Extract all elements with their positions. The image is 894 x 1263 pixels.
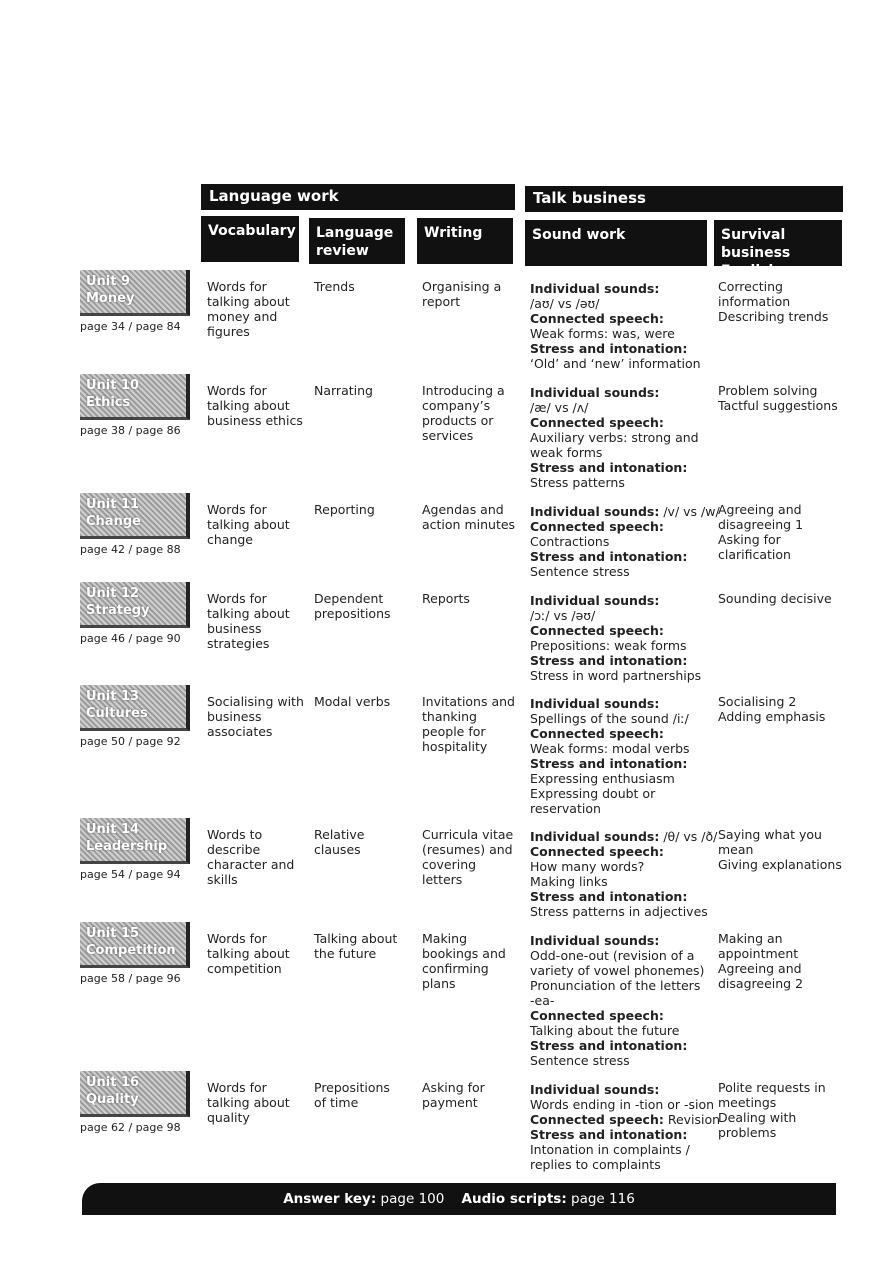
vocabulary-cell-line: Words for (207, 591, 267, 606)
survival-cell-line: meetings (718, 1095, 777, 1110)
vocabulary-cell-line: strategies (207, 636, 270, 651)
survival-cell-line: disagreeing 2 (718, 976, 804, 991)
survival-line-2: English (721, 263, 779, 279)
vocabulary-cell-line: business (207, 621, 262, 636)
unit-number: Unit 10 (86, 378, 140, 393)
sound-work-cell (530, 281, 701, 371)
vocabulary-cell-line: competition (207, 961, 282, 976)
sound-work-heading: Connected speech: (530, 519, 664, 534)
sound-work-text: Intonation in complaints / (530, 1142, 690, 1157)
sound-work-line (530, 415, 699, 430)
unit-pages: page 62 / page 98 (80, 1121, 181, 1134)
sound-work-line (530, 859, 717, 874)
unit-block (80, 818, 190, 881)
unit-title: Quality (86, 1092, 139, 1107)
sound-work-text: Prepositions: weak forms (530, 638, 687, 653)
language-review-line-2: review (316, 243, 369, 259)
sound-work-line (530, 445, 699, 460)
writing-cell-line: Agendas and (422, 502, 504, 517)
writing-cell-line: action minutes (422, 517, 516, 532)
sound-work-header: Sound work (525, 220, 707, 266)
survival-cell-line: Problem solving (718, 383, 818, 398)
vocabulary-cell (207, 1080, 290, 1125)
sound-work-cell (530, 504, 720, 579)
survival-cell (718, 502, 803, 562)
sound-work-line (530, 726, 690, 741)
sound-work-text: Spellings of the sound /iː/ (530, 711, 689, 726)
sound-work-line (530, 549, 720, 564)
survival-cell (718, 279, 828, 324)
sound-work-text: Contractions (530, 534, 610, 549)
sound-work-line (530, 1157, 720, 1172)
talk-business-header: Talk business (525, 186, 843, 212)
sound-work-line (530, 638, 701, 653)
sound-work-line (530, 1038, 704, 1053)
sound-work-heading: Connected speech: (530, 311, 664, 326)
unit-block (80, 685, 190, 748)
vocabulary-cell-line: describe (207, 842, 261, 857)
unit-number: Unit 12 (86, 586, 140, 601)
sound-work-heading: Stress and intonation: (530, 756, 688, 771)
vocabulary-cell-line: character and (207, 857, 295, 872)
sound-work-heading: Connected speech: (530, 415, 664, 430)
unit-badge (80, 685, 190, 731)
vocabulary-cell-line: business (207, 709, 262, 724)
sound-work-line (530, 829, 717, 844)
writing-cell (422, 591, 470, 606)
sound-work-text: /ɔː/ vs /əʊ/ (530, 608, 596, 623)
language-review-cell-line: Modal verbs (314, 694, 391, 709)
writing-cell-line: people for (422, 724, 486, 739)
unit-block (80, 922, 190, 985)
unit-badge (80, 270, 190, 316)
unit-number: Unit 14 (86, 822, 140, 837)
survival-cell-line: Making an (718, 931, 783, 946)
survival-cell-line: problems (718, 1125, 777, 1140)
sound-work-heading: Stress and intonation: (530, 460, 688, 475)
sound-work-line (530, 963, 704, 978)
unit-title: Leadership (86, 839, 168, 854)
survival-cell-line: information (718, 294, 791, 309)
survival-cell-line: disagreeing 1 (718, 517, 804, 532)
language-review-cell (314, 383, 373, 398)
survival-cell-line: Giving explanations (718, 857, 842, 872)
sound-work-line (530, 741, 690, 756)
sound-work-line (530, 356, 701, 371)
survival-cell (718, 694, 825, 724)
sound-work-line (530, 475, 699, 490)
writing-cell-line: Asking for (422, 1080, 485, 1095)
sound-work-heading: Individual sounds: (530, 281, 660, 296)
writing-cell (422, 931, 506, 991)
sound-work-line (530, 1053, 704, 1068)
vocabulary-cell-line: Words for (207, 502, 267, 517)
unit-badge (80, 493, 190, 539)
vocabulary-cell-line: talking about (207, 398, 290, 413)
sound-work-heading: Stress and intonation: (530, 889, 688, 904)
sound-work-heading: Individual sounds: (530, 696, 660, 711)
unit-number: Unit 9 (86, 274, 131, 289)
unit-badge (80, 582, 190, 628)
sound-work-line (530, 623, 701, 638)
language-review-cell-line: Prepositions (314, 1080, 390, 1095)
sound-work-text: Expressing doubt or (530, 786, 656, 801)
unit-pages: page 58 / page 96 (80, 972, 181, 985)
unit-number: Unit 15 (86, 926, 140, 941)
sound-work-text: Talking about the future (530, 1023, 680, 1038)
language-review-cell-line: Talking about (314, 931, 398, 946)
vocabulary-cell-line: Words for (207, 383, 267, 398)
sound-work-cell (530, 593, 701, 683)
survival-line-1: Survival business (721, 227, 791, 261)
sound-work-line (530, 889, 717, 904)
unit-number: Unit 11 (86, 497, 140, 512)
sound-work-text: Stress patterns (530, 475, 625, 490)
writing-cell-line: bookings and (422, 946, 506, 961)
vocabulary-cell-line: money and (207, 309, 278, 324)
vocabulary-cell (207, 694, 304, 739)
sound-work-line (530, 801, 690, 816)
language-review-cell-line: Relative (314, 827, 365, 842)
survival-business-english-header (714, 220, 842, 279)
writing-cell-line: Invitations and (422, 694, 515, 709)
sound-work-heading: Individual sounds: (530, 829, 660, 844)
writing-cell-line: products or (422, 413, 494, 428)
sound-work-heading: Individual sounds: (530, 593, 660, 608)
vocabulary-cell (207, 931, 290, 976)
survival-cell (718, 931, 803, 991)
writing-cell-line: Introducing a (422, 383, 505, 398)
writing-cell (422, 279, 501, 309)
sound-work-line (530, 593, 701, 608)
language-review-cell (314, 694, 390, 709)
sound-work-text: replies to complaints (530, 1157, 661, 1172)
writing-cell-line: Curricula vitae (422, 827, 514, 842)
vocabulary-cell (207, 279, 290, 339)
unit-pages: page 54 / page 94 (80, 868, 181, 881)
vocabulary-cell-line: Words for (207, 1080, 267, 1095)
unit-pages: page 50 / page 92 (80, 735, 181, 748)
writing-cell-line: confirming (422, 961, 489, 976)
sound-work-line (530, 771, 690, 786)
survival-cell-line: Dealing with (718, 1110, 797, 1125)
sound-work-text: /θ/ vs /ð/ (659, 829, 718, 844)
writing-cell (422, 694, 515, 754)
vocabulary-cell (207, 591, 290, 651)
vocabulary-cell-line: associates (207, 724, 273, 739)
writing-cell-line: hospitality (422, 739, 488, 754)
unit-block (80, 270, 190, 333)
audio-scripts-page: page 116 (566, 1191, 635, 1207)
sound-work-line (530, 711, 690, 726)
survival-cell-line: Correcting (718, 279, 783, 294)
unit-badge (80, 1071, 190, 1117)
sound-work-line (530, 564, 720, 579)
language-review-cell-line: clauses (314, 842, 361, 857)
language-review-cell-line: of time (314, 1095, 359, 1110)
writing-cell-line: Reports (422, 591, 470, 606)
sound-work-heading: Connected speech: (530, 1008, 664, 1023)
language-review-line-1: Language (316, 225, 394, 241)
writing-cell (422, 383, 505, 443)
sound-work-text: /æ/ vs /ʌ/ (530, 400, 589, 415)
sound-work-text: Stress patterns in adjectives (530, 904, 708, 919)
vocabulary-header: Vocabulary (201, 216, 299, 262)
sound-work-text: variety of vowel phonemes) (530, 963, 705, 978)
language-review-cell-line: the future (314, 946, 377, 961)
sound-work-text: Sentence stress (530, 564, 630, 579)
survival-cell-line: appointment (718, 946, 799, 961)
sound-work-line (530, 1097, 720, 1112)
sound-work-text: Weak forms: modal verbs (530, 741, 690, 756)
vocabulary-cell-line: Words to (207, 827, 263, 842)
sound-work-heading: Connected speech: (530, 726, 664, 741)
survival-cell-line: Adding emphasis (718, 709, 826, 724)
sound-work-cell (530, 933, 704, 1068)
survival-cell-line: Polite requests in (718, 1080, 826, 1095)
vocabulary-cell-line: Words for (207, 279, 267, 294)
survival-cell-line: mean (718, 842, 754, 857)
sound-work-line (530, 311, 701, 326)
sound-work-line (530, 534, 720, 549)
writing-cell-line: letters (422, 872, 463, 887)
sound-work-text: ‘Old’ and ‘new’ information (530, 356, 701, 371)
sound-work-cell (530, 385, 699, 490)
sound-work-line (530, 756, 690, 771)
sound-work-text: -ea- (530, 993, 555, 1008)
sound-work-line (530, 904, 717, 919)
sound-work-text: Pronunciation of the letters (530, 978, 701, 993)
writing-cell (422, 1080, 485, 1110)
vocabulary-cell-line: talking about (207, 946, 290, 961)
unit-title: Cultures (86, 706, 148, 721)
sound-work-line (530, 948, 704, 963)
vocabulary-cell (207, 383, 303, 428)
sound-work-text: Words ending in -tion or -sion (530, 1097, 715, 1112)
sound-work-text: Stress in word partnerships (530, 668, 702, 683)
sound-work-line (530, 400, 699, 415)
language-review-cell-line: Narrating (314, 383, 373, 398)
writing-cell-line: payment (422, 1095, 478, 1110)
sound-work-line (530, 460, 699, 475)
unit-badge (80, 374, 190, 420)
writing-cell-line: Making (422, 931, 468, 946)
vocabulary-cell-line: Socialising with (207, 694, 304, 709)
sound-work-heading: Stress and intonation: (530, 1127, 688, 1142)
answer-key-label: Answer key: (283, 1191, 377, 1207)
sound-work-line (530, 1082, 720, 1097)
language-review-cell (314, 502, 375, 517)
vocabulary-cell-line: skills (207, 872, 238, 887)
language-review-header (309, 218, 405, 264)
sound-work-line (530, 874, 717, 889)
unit-title: Ethics (86, 395, 131, 410)
vocabulary-cell-line: Words for (207, 931, 267, 946)
sound-work-cell (530, 696, 690, 816)
language-work-header: Language work (201, 184, 515, 210)
sound-work-line (530, 608, 701, 623)
sound-work-cell (530, 1082, 720, 1172)
unit-number: Unit 16 (86, 1075, 140, 1090)
language-review-cell (314, 279, 355, 294)
sound-work-cell (530, 829, 717, 919)
survival-cell (718, 827, 842, 872)
unit-title: Competition (86, 943, 176, 958)
writing-cell (422, 502, 515, 532)
survival-cell-line: Asking for (718, 532, 781, 547)
sound-work-line (530, 933, 704, 948)
writing-cell-line: company’s (422, 398, 491, 413)
unit-badge (80, 922, 190, 968)
survival-cell-line: Agreeing and (718, 961, 802, 976)
survival-cell (718, 383, 838, 413)
sound-work-text: Sentence stress (530, 1053, 630, 1068)
sound-work-line (530, 653, 701, 668)
language-review-cell (314, 931, 397, 961)
unit-pages: page 38 / page 86 (80, 424, 181, 437)
sound-work-text: How many words? (530, 859, 645, 874)
language-review-cell (314, 827, 364, 857)
sound-work-text: reservation (530, 801, 601, 816)
unit-title: Money (86, 291, 135, 306)
writing-cell-line: (resumes) and (422, 842, 513, 857)
sound-work-line (530, 385, 699, 400)
unit-pages: page 42 / page 88 (80, 543, 181, 556)
audio-scripts-label: Audio scripts: (461, 1191, 567, 1207)
sound-work-text: /v/ vs /w/ (659, 504, 720, 519)
sound-work-text: Revision (663, 1112, 721, 1127)
vocabulary-cell-line: talking about (207, 517, 290, 532)
survival-cell-line: Agreeing and (718, 502, 802, 517)
survival-cell-line: clarification (718, 547, 791, 562)
sound-work-line (530, 668, 701, 683)
sound-work-line (530, 296, 701, 311)
sound-work-text: /aʊ/ vs /əʊ/ (530, 296, 600, 311)
sound-work-text: Expressing enthusiasm (530, 771, 675, 786)
language-review-cell-line: Reporting (314, 502, 375, 517)
sound-work-text: weak forms (530, 445, 603, 460)
unit-block (80, 493, 190, 556)
writing-cell-line: services (422, 428, 474, 443)
vocabulary-cell-line: business ethics (207, 413, 303, 428)
sound-work-line (530, 326, 701, 341)
sound-work-line (530, 341, 701, 356)
sound-work-heading: Connected speech: (530, 844, 664, 859)
vocabulary-cell-line: talking about (207, 294, 290, 309)
sound-work-heading: Individual sounds: (530, 385, 660, 400)
unit-pages: page 34 / page 84 (80, 320, 181, 333)
unit-block (80, 374, 190, 437)
survival-cell-line: Saying what you (718, 827, 822, 842)
unit-title: Strategy (86, 603, 150, 618)
sound-work-line (530, 281, 701, 296)
footer-bar (82, 1183, 836, 1215)
survival-cell-line: Describing trends (718, 309, 829, 324)
vocabulary-cell-line: change (207, 532, 254, 547)
vocabulary-cell (207, 502, 290, 547)
sound-work-line (530, 1023, 704, 1038)
sound-work-text: Odd-one-out (revision of a (530, 948, 695, 963)
language-review-cell (314, 1080, 390, 1110)
sound-work-line (530, 1112, 720, 1127)
sound-work-line (530, 1142, 720, 1157)
language-review-cell-line: Trends (314, 279, 355, 294)
sound-work-line (530, 1008, 704, 1023)
sound-work-line (530, 696, 690, 711)
sound-work-line (530, 844, 717, 859)
sound-work-heading: Individual sounds: (530, 504, 660, 519)
writing-cell-line: report (422, 294, 461, 309)
sound-work-heading: Individual sounds: (530, 933, 660, 948)
unit-block (80, 582, 190, 645)
survival-cell-line: Socialising 2 (718, 694, 797, 709)
vocabulary-cell-line: quality (207, 1110, 250, 1125)
vocabulary-cell (207, 827, 294, 887)
survival-cell-line: Sounding decisive (718, 591, 832, 606)
language-review-cell (314, 591, 391, 621)
writing-header: Writing (417, 218, 513, 264)
writing-cell-line: plans (422, 976, 456, 991)
survival-cell (718, 1080, 826, 1140)
sound-work-heading: Stress and intonation: (530, 653, 688, 668)
writing-cell-line: Organising a (422, 279, 502, 294)
vocabulary-cell-line: talking about (207, 606, 290, 621)
sound-work-line (530, 504, 720, 519)
vocabulary-cell-line: talking about (207, 1095, 290, 1110)
language-review-cell-line: Dependent (314, 591, 384, 606)
writing-cell-line: thanking (422, 709, 477, 724)
writing-cell-line: covering (422, 857, 477, 872)
sound-work-text: Auxiliary verbs: strong and (530, 430, 699, 445)
sound-work-heading: Connected speech: (530, 1112, 664, 1127)
sound-work-line (530, 993, 704, 1008)
unit-pages: page 46 / page 90 (80, 632, 181, 645)
sound-work-line (530, 1127, 720, 1142)
survival-cell-line: Tactful suggestions (718, 398, 838, 413)
sound-work-text: Making links (530, 874, 608, 889)
sound-work-line (530, 519, 720, 534)
sound-work-heading: Stress and intonation: (530, 549, 688, 564)
unit-number: Unit 13 (86, 689, 140, 704)
sound-work-heading: Stress and intonation: (530, 341, 688, 356)
sound-work-heading: Connected speech: (530, 623, 664, 638)
sound-work-text: Weak forms: was, were (530, 326, 675, 341)
sound-work-line (530, 978, 704, 993)
writing-cell (422, 827, 513, 887)
survival-cell (718, 591, 832, 606)
unit-block (80, 1071, 190, 1134)
sound-work-heading: Stress and intonation: (530, 1038, 688, 1053)
language-review-cell-line: prepositions (314, 606, 391, 621)
sound-work-line (530, 786, 690, 801)
vocabulary-cell-line: figures (207, 324, 250, 339)
answer-key-page: page 100 (376, 1191, 445, 1207)
unit-badge (80, 818, 190, 864)
unit-title: Change (86, 514, 141, 529)
sound-work-line (530, 430, 699, 445)
sound-work-heading: Individual sounds: (530, 1082, 660, 1097)
